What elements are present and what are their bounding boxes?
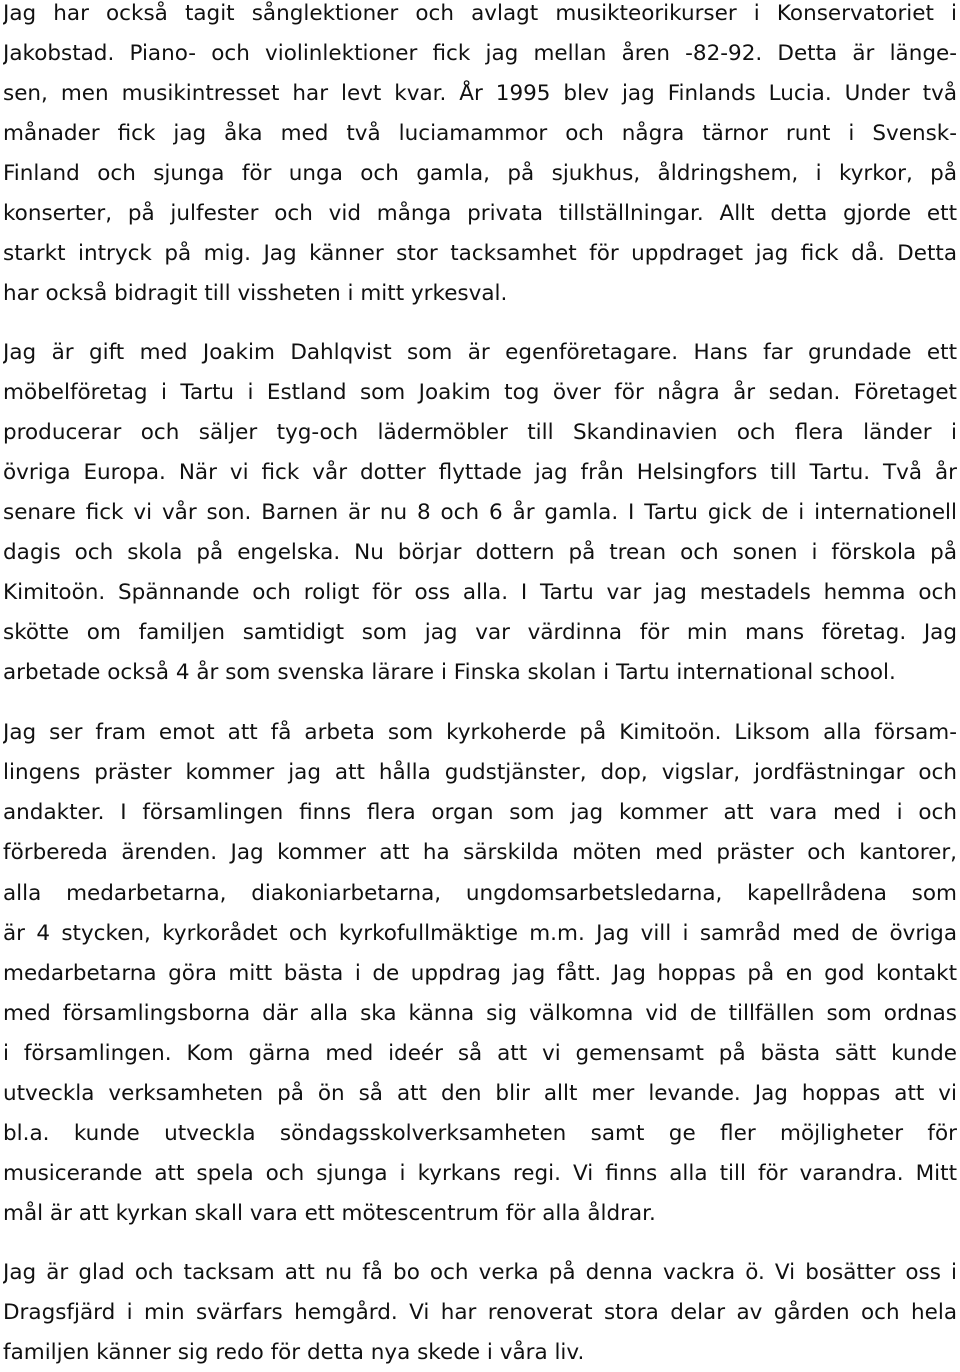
text-line: månader fick jag åka med två luciamammor och några tärnor runt i Svensk- (3, 121, 957, 146)
text-line: lingens präster kommer jag att hålla gudstjänster, dop, vigslar, jordfästningar och (3, 760, 957, 785)
text-line: musicerande att spela och sjunga i kyrkans regi. Vi finns alla till för varandra. Mitt (3, 1161, 957, 1186)
text-line: konserter, på julfester och vid många privata tillställningar. Allt detta gjorde ett (3, 201, 957, 226)
text-line: medarbetarna göra mitt bästa i de uppdrag jag fått. Jag hoppas på en god kontakt (3, 961, 957, 986)
text-line: Jag är glad och tacksam att nu få bo och verka på denna vackra ö. Vi bosätter oss i (3, 1260, 957, 1285)
text-line: är 4 stycken, kyrkorådet och kyrkofullmäktige m.m. Jag vill i samråd med de övriga (3, 921, 957, 946)
text-line: producerar och säljer tyg-och lädermöbler till Skandinavien och flera länder i (3, 420, 957, 445)
text-line: Jag är gift med Joakim Dahlqvist som är egenföretagare. Hans far grundade ett (3, 340, 957, 365)
text-line: bl.a. kunde utveckla söndagsskolverksamheten samt ge fler möjligheter för (3, 1121, 957, 1146)
text-line: Jakobstad. Piano- och violinlektioner fick jag mellan åren -82-92. Detta är länge- (3, 41, 957, 66)
text-line: arbetade också 4 år som svenska lärare i Finska skolan i Tartu international school. (3, 660, 896, 685)
text-line: skötte om familjen samtidigt som jag var värdinna för min mans företag. Jag (3, 620, 957, 645)
text-line: Dragsfjärd i min svärfars hemgård. Vi har renoverat stora delar av gården och hela (3, 1300, 957, 1325)
text-line: familjen känner sig redo för detta nya skede i våra liv. (3, 1340, 585, 1365)
text-line: senare fick vi vår son. Barnen är nu 8 och 6 år gamla. I Tartu gick de i internationell (3, 500, 957, 525)
text-line: Jag har också tagit sånglektioner och avlagt musikteorikurser i Konservatoriet i (3, 1, 957, 26)
text-line: i församlingen. Kom gärna med ideér så att vi gemensamt på bästa sätt kunde (3, 1041, 957, 1066)
text-line: Finland och sjunga för unga och gamla, på sjukhus, åldringshem, i kyrkor, på (3, 161, 957, 186)
text-line: dagis och skola på engelska. Nu börjar dottern på trean och sonen i förskola på (3, 540, 957, 565)
text-line: Kimitoön. Spännande och roligt för oss alla. I Tartu var jag mestadels hemma och (3, 580, 957, 605)
text-line: Jag ser fram emot att få arbeta som kyrkoherde på Kimitoön. Liksom alla försam- (3, 720, 957, 745)
text-line: övriga Europa. När vi fick vår dotter flyttade jag från Helsingfors till Tartu. Två år (3, 460, 957, 485)
text-line: möbelföretag i Tartu i Estland som Joakim tog över för några år sedan. Företaget (3, 380, 957, 405)
text-line: med församlingsborna där alla ska känna sig välkomna vid de tillfällen som ordnas (3, 1001, 957, 1026)
text-line: mål är att kyrkan skall vara ett mötescentrum för alla åldrar. (3, 1201, 656, 1226)
text-line: starkt intryck på mig. Jag känner stor tacksamhet för uppdraget jag fick då. Detta (3, 241, 957, 266)
text-line: andakter. I församlingen finns flera organ som jag kommer att vara med i och (3, 800, 957, 825)
text-line: har också bidragit till vissheten i mitt yrkesval. (3, 281, 508, 306)
text-line: utveckla verksamheten på ön så att den blir allt mer levande. Jag hoppas att vi (3, 1081, 957, 1106)
text-line: alla medarbetarna, diakoniarbetarna, ungdomsarbetsledarna, kapellrådena som (3, 881, 957, 906)
text-line: förbereda ärenden. Jag kommer att ha särskilda möten med präster och kantorer, (3, 840, 957, 865)
text-line: sen, men musikintresset har levt kvar. År 1995 blev jag Finlands Lucia. Under två (3, 81, 957, 106)
